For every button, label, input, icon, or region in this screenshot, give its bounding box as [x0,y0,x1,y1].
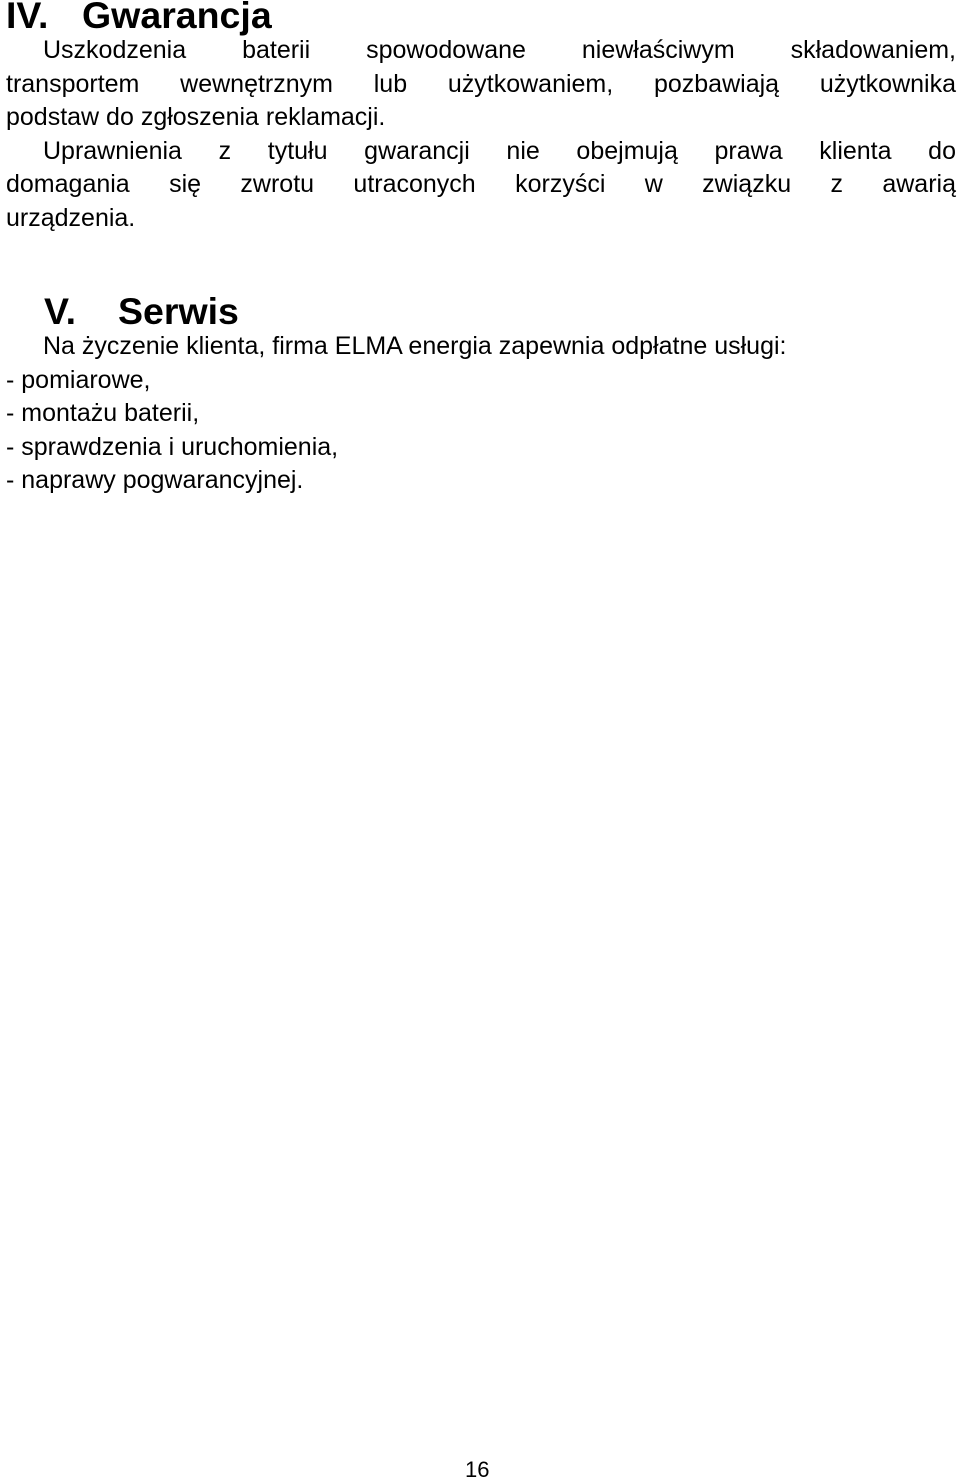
paragraph-line: Uszkodzenia baterii spowodowane niewłaściwym składowaniem, [43,36,956,64]
paragraph-line: transportem wewnętrznym lub użytkowaniem, pozbawiają użytkownika [6,69,956,98]
warranty-paragraph-2 [6,135,956,236]
list-item: - pomiarowe, [6,365,151,394]
page-number: 16 [465,1457,490,1482]
section-title: Gwarancja [82,0,272,36]
paragraph-line: domagania się zwrotu utraconych korzyści w związku z awarią [6,170,956,198]
service-list [6,364,956,498]
paragraph-line: podstaw do zgłoszenia reklamacji. [6,103,386,131]
section-heading-serwis [6,290,956,332]
section-heading-gwarancja [6,0,956,34]
page-content [6,0,956,498]
section-number: V. [44,290,76,332]
service-intro: Na życzenie klienta, firma ELMA energia zapewnia odpłatne usługi: [43,332,787,360]
section-number: IV. [6,0,49,36]
list-item: - montażu baterii, [6,399,200,427]
paragraph-line: urządzenia. [6,203,136,232]
list-item: - naprawy pogwarancyjnej. [6,466,304,494]
warranty-paragraph-1 [6,34,956,135]
list-item: - sprawdzenia i uruchomienia, [6,432,339,461]
paragraph-line: Uprawnienia z tytułu gwarancji nie obejmują prawa klienta do [43,136,956,165]
section-title: Serwis [118,290,239,332]
